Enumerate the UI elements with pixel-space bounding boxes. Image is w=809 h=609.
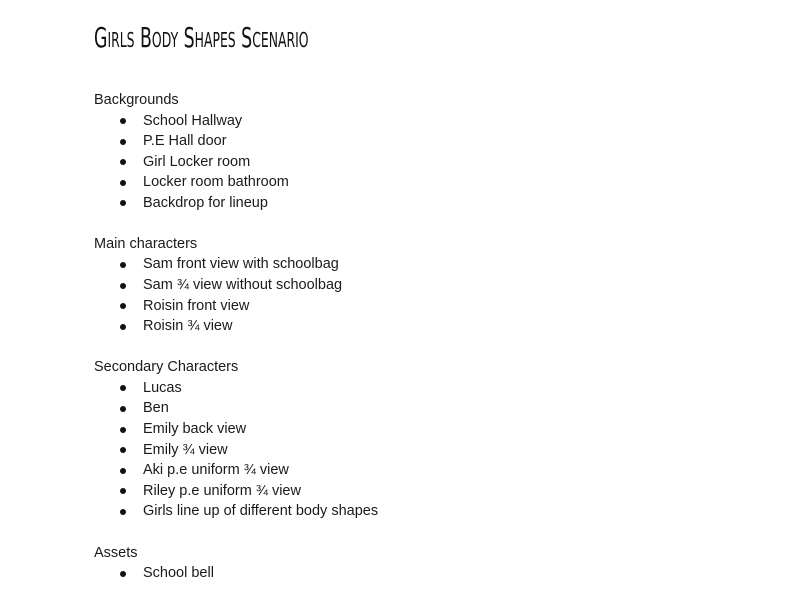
- list-item: [94, 111, 789, 132]
- list-item-text: Riley p.e uniform ¾ view: [143, 482, 301, 499]
- list-item: [94, 193, 789, 214]
- bullet-icon: [120, 468, 126, 474]
- list-item: [94, 172, 789, 193]
- bullet-icon: [120, 262, 126, 268]
- section-backgrounds: [94, 90, 789, 213]
- list-item: [94, 440, 789, 461]
- bullet-icon: [120, 447, 126, 453]
- bullet-icon: [120, 427, 126, 433]
- bullet-list: [94, 378, 789, 522]
- list-item: [94, 378, 789, 399]
- list-item: [94, 398, 789, 419]
- list-item: [94, 563, 789, 584]
- document-title: Girls Body Shapes Scenario: [94, 21, 309, 54]
- list-item: [94, 296, 789, 317]
- bullet-icon: [120, 180, 126, 186]
- section-heading: Secondary Characters: [94, 359, 239, 376]
- list-item-text: Emily back view: [143, 421, 247, 438]
- list-item: [94, 501, 789, 522]
- bullet-icon: [120, 159, 126, 165]
- section-assets: [94, 543, 789, 584]
- list-item-text: Emily ¾ view: [143, 441, 228, 458]
- bullet-icon: [120, 488, 126, 494]
- section-main-characters: [94, 234, 789, 337]
- bullet-icon: [120, 509, 126, 515]
- bullet-icon: [120, 139, 126, 145]
- list-item: [94, 419, 789, 440]
- section-secondary-characters: [94, 357, 789, 522]
- list-item: [94, 460, 789, 481]
- bullet-list: [94, 111, 789, 214]
- list-item-text: School Hallway: [143, 112, 243, 129]
- list-item: [94, 152, 789, 173]
- list-item-text: Roisin ¾ view: [143, 318, 233, 335]
- list-item-text: Roisin front view: [143, 297, 250, 314]
- section-heading: Main characters: [94, 235, 198, 252]
- document: [94, 14, 789, 584]
- list-item: [94, 316, 789, 337]
- bullet-icon: [120, 571, 126, 577]
- list-item: [94, 275, 789, 296]
- section-heading: Assets: [94, 544, 138, 561]
- list-item-text: Girls line up of different body shapes: [143, 503, 379, 520]
- bullet-icon: [120, 283, 126, 289]
- list-item-text: Lucas: [143, 379, 182, 396]
- list-item: [94, 131, 789, 152]
- bullet-icon: [120, 303, 126, 309]
- section-heading: Backgrounds: [94, 92, 179, 108]
- bullet-icon: [120, 118, 126, 124]
- bullet-icon: [120, 385, 126, 391]
- list-item-text: Locker room bathroom: [143, 174, 289, 191]
- list-item-text: Ben: [143, 400, 169, 417]
- list-item: [94, 254, 789, 275]
- list-item-text: Sam front view with schoolbag: [143, 256, 339, 273]
- list-item-text: Sam ¾ view without schoolbag: [143, 277, 343, 294]
- list-item-text: Backdrop for lineup: [143, 194, 268, 211]
- bullet-icon: [120, 200, 126, 206]
- list-item-text: Girl Locker room: [143, 153, 251, 170]
- bullet-icon: [120, 324, 126, 330]
- bullet-list: [94, 563, 789, 584]
- bullet-list: [94, 254, 789, 336]
- bullet-icon: [120, 406, 126, 412]
- list-item-text: School bell: [143, 565, 214, 581]
- list-item: [94, 481, 789, 502]
- list-item-text: Aki p.e uniform ¾ view: [143, 462, 289, 479]
- list-item-text: P.E Hall door: [143, 133, 227, 150]
